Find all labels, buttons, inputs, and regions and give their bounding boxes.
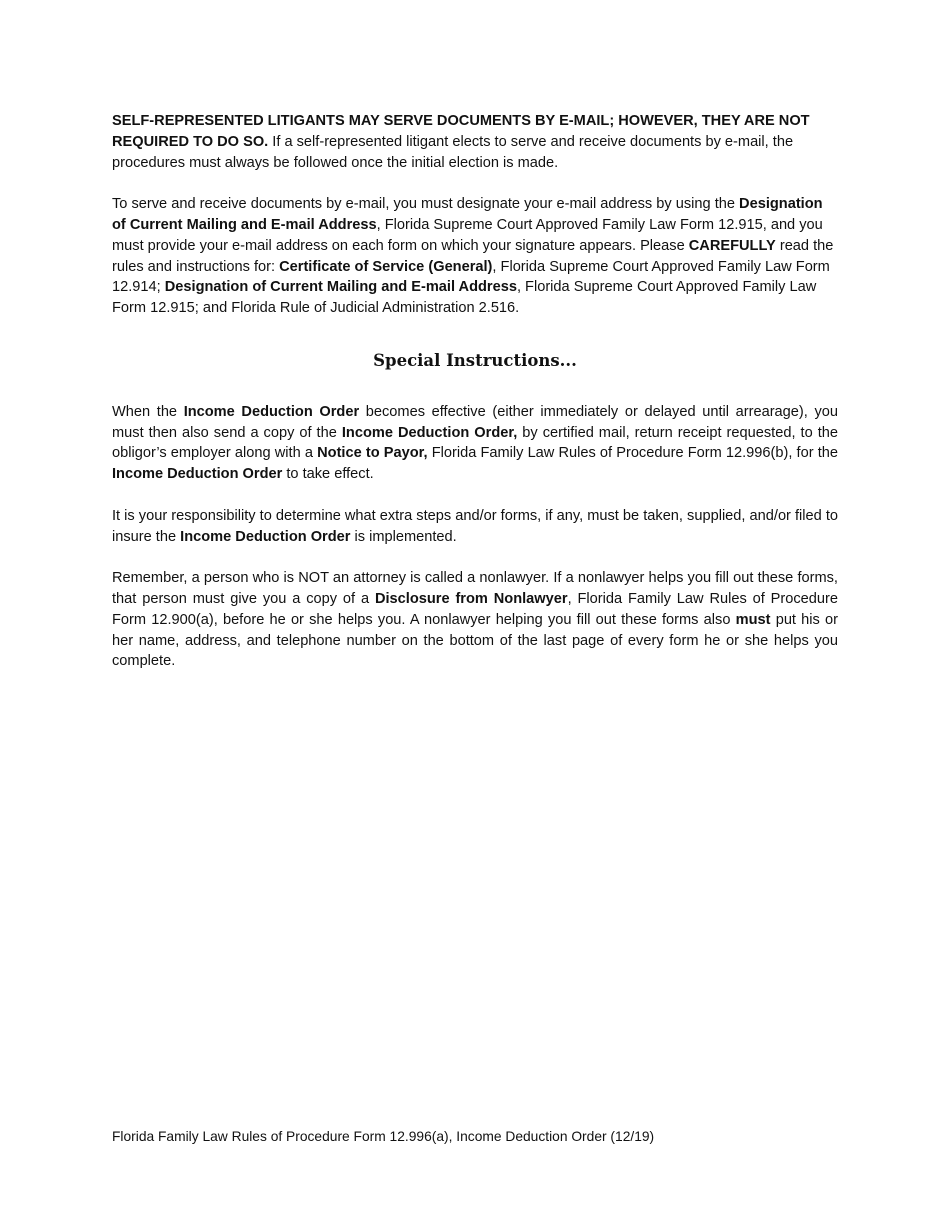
email-notice-text: If a self-represented litigant elects to serve and receive documents by e-mail, the procedures must always be followed once the initial election is made. [112, 133, 794, 171]
form-name-designation: Designation of Current Mailing and E-mail Address [112, 196, 823, 233]
email-service-notice [112, 111, 838, 173]
form-name-income-deduction-order: Income Deduction Order [183, 403, 360, 420]
text-segment: Florida Family Law Rules of Procedure Form 12.996(b), for the [427, 445, 838, 462]
text-segment: is implemented. [350, 528, 457, 545]
text-segment: , Florida Supreme Court Approved Family Law Form 12.915; and Florida Rule of Judicial Administration 2.516. [112, 279, 817, 317]
emphasis-carefully: CAREFULLY [688, 237, 776, 254]
text-segment: It is your responsibility to determine what extra steps and/or forms, if any, must be taken, supplied, and/or filed to insure the [112, 507, 838, 545]
section-heading-special-instructions: Special Instructions... [373, 350, 577, 370]
form-name-income-deduction-order: Income Deduction Order, [341, 424, 518, 441]
email-notice-bold-lead: SELF-REPRESENTED LITIGANTS MAY SERVE DOCUMENTS BY E-MAIL; HOWEVER, THEY ARE NOT REQUIRED TO DO SO. [112, 113, 810, 150]
text-segment: To serve and receive documents by e-mail, you must designate your e-mail address by using the [112, 196, 740, 213]
text-segment: to the obligor’s employer along with a [112, 424, 838, 462]
form-name-disclosure-from-nonlawyer: Disclosure from Nonlawyer [374, 590, 568, 607]
nonlawyer-paragraph [112, 568, 838, 672]
text-segment: put his or her name, address, and telephone number on the bottom of the last page of every form he or she helps you complete. [112, 611, 838, 670]
form-name-income-deduction-order: Income Deduction Order [180, 528, 351, 545]
underlined-comma: , [791, 424, 796, 441]
email-designation-paragraph [112, 194, 838, 319]
text-segment: by certified mail, return receipt requested [517, 424, 792, 441]
text-segment: , Florida Supreme Court Approved Family Law Form 12.914; [112, 258, 830, 296]
document-body [112, 111, 838, 693]
form-name-designation: Designation of Current Mailing and E-mail Address [164, 279, 517, 296]
text-segment: becomes effective (either immediately or delayed until arrearage), you must then also send a copy of the [112, 403, 838, 441]
form-name-notice-to-payor: Notice to Payor, [317, 445, 428, 462]
text-segment: Remember, a person who is NOT an attorney is called a nonlawyer. If a nonlawyer helps you fill out these forms, that person must give you a copy of a [112, 570, 838, 607]
page-footer: Florida Family Law Rules of Procedure Form 12.996(a), Income Deduction Order (12/19) [112, 1129, 655, 1144]
text-segment: When the [112, 403, 184, 420]
text-segment: to take effect. [282, 466, 374, 483]
emphasis-must: must [735, 611, 771, 628]
text-segment: , Florida Family Law Rules of Procedure Form 12.900(a), before he or she helps you. A nonlawyer helping you fill out these forms also [112, 590, 838, 628]
form-name-certificate-of-service: Certificate of Service (General) [279, 258, 493, 275]
text-segment: , Florida Supreme Court Approved Family Law Form 12.915, and you must provide your e-mail address on each form on which your signature appears. Please [112, 216, 823, 254]
form-name-income-deduction-order: Income Deduction Order [112, 466, 283, 483]
text-segment: read the rules and instructions for: [112, 237, 834, 275]
responsibility-paragraph [112, 506, 838, 548]
income-order-paragraph [112, 402, 838, 485]
